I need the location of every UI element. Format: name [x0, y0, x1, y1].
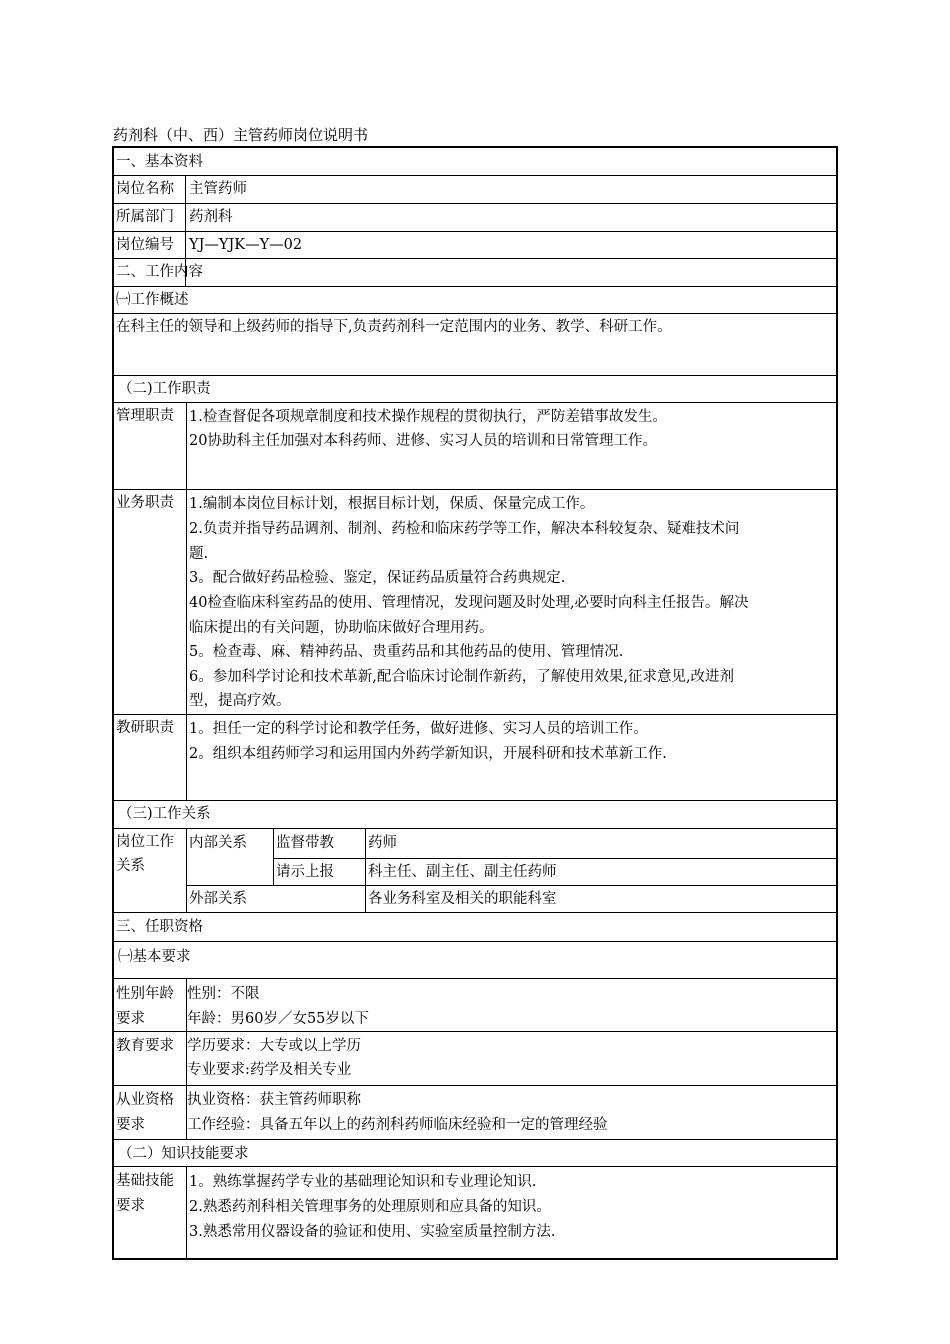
gender-requirement: 性别：不限 — [187, 986, 260, 1002]
position-name-label: 岗位名称 — [116, 181, 174, 197]
basic-skills-label: 要求 — [116, 1198, 145, 1214]
internal-relations-label: 内部关系 — [189, 835, 247, 851]
position-code-label: 岗位编号 — [116, 237, 174, 253]
work-relations-label: 岗位工作 — [116, 834, 174, 850]
gender-age-label: 要求 — [116, 1011, 145, 1027]
teaching-duties-item: 2。组织本组药师学习和运用国内外药学新知识，开展科研和技术革新工作. — [189, 746, 667, 762]
report-label: 请示上报 — [276, 864, 334, 880]
business-duties-item: 5。检查毒、麻、精神药品、贵重药品和其他药品的使用、管理情况. — [189, 644, 624, 660]
business-duties-item: 3。配合做好药品检验、鉴定，保证药品质量符合药典规定. — [189, 570, 566, 586]
work-overview-text: 在科主任的领导和上级药师的指导下,负责药剂科一定范围内的业务、教学、科研工作。 — [116, 319, 672, 335]
gender-age-label: 性别年龄 — [116, 986, 174, 1002]
report-value: 科主任、副主任、副主任药师 — [368, 864, 557, 880]
position-name-value: 主管药师 — [189, 181, 247, 197]
business-duties-item: 2.负责并指导药品调剂、制剂、药检和临床药学等工作，解决本科较复杂、疑难技术问 — [189, 521, 740, 537]
qualification-label: 要求 — [116, 1117, 145, 1133]
business-duties-item: 40检查临床科室药品的使用、管理情况，发现问题及时处理,必要时向科主任报告。解决 — [189, 595, 749, 611]
work-experience: 工作经验：具备五年以上的药剂科药师临床经验和一定的管理经验 — [187, 1117, 608, 1133]
basic-skills-item: 1。熟练掌握药学专业的基础理论知识和专业理论知识. — [189, 1174, 537, 1190]
section-qualifications-heading: 三、任职资格 — [116, 919, 203, 935]
business-duties-item: 临床提出的有关问题，协助临床做好合理用药。 — [189, 620, 494, 636]
basic-skills-item: 3.熟悉常用仪器设备的验证和使用、实验室质量控制方法. — [189, 1224, 556, 1240]
management-duties-item: 20协助科主任加强对本科药师、进修、实习人员的培训和日常管理工作。 — [189, 433, 657, 449]
external-relations-value: 各业务科室及相关的职能科室 — [368, 891, 557, 907]
supervise-label: 监督带教 — [276, 835, 334, 851]
supervise-value: 药师 — [368, 835, 397, 851]
teaching-duties-item: 1。担任一定的科学讨论和教学任务，做好进修、实习人员的培训工作。 — [189, 721, 648, 737]
business-duties-item: 1.编制本岗位目标计划，根据目标计划，保质、保量完成工作。 — [189, 496, 595, 512]
business-duties-label: 业务职责 — [116, 495, 174, 511]
department-label: 所属部门 — [116, 209, 174, 225]
section-work-content-heading: 二、工作内容 — [116, 264, 203, 280]
business-duties-item: 题. — [189, 546, 209, 562]
management-duties-label: 管理职责 — [116, 408, 174, 424]
education-major: 专业要求:药学及相关专业 — [187, 1062, 352, 1078]
business-duties-item: 型，提高疗效。 — [189, 693, 291, 709]
work-relations-heading: （三)工作关系 — [118, 806, 211, 822]
management-duties-item: 1.检查督促各项规章制度和技术操作规程的贯彻执行，严防差错事故发生。 — [189, 409, 667, 425]
document-title: 药剂科（中、西）主管药师岗位说明书 — [113, 126, 369, 144]
business-duties-item: 6。参加科学讨论和技术革新,配合临床讨论制作新药，了解使用效果,征求意见,改进剂 — [189, 669, 735, 685]
education-label: 教育要求 — [116, 1038, 174, 1054]
age-requirement: 年龄：男60岁／女55岁以下 — [187, 1011, 369, 1027]
teaching-duties-label: 教研职责 — [116, 720, 174, 736]
work-duties-heading: （二)工作职责 — [118, 381, 211, 397]
work-overview-heading: ㈠工作概述 — [116, 292, 189, 308]
work-relations-label: 关系 — [116, 858, 145, 874]
education-degree: 学历要求：大专或以上学历 — [187, 1038, 361, 1054]
basic-skills-item: 2.熟悉药剂科相关管理事务的处理原则和应具备的知识。 — [189, 1199, 551, 1215]
external-relations-label: 外部关系 — [189, 891, 247, 907]
qualification-label: 从业资格 — [116, 1092, 174, 1108]
basic-requirements-heading: ㈠基本要求 — [118, 949, 191, 965]
department-value: 药剂科 — [189, 209, 233, 225]
section-basic-info-heading: 一、基本资料 — [116, 154, 203, 170]
job-description-table — [112, 146, 838, 1260]
position-code-value: YJ—YJK—Y—02 — [189, 237, 303, 253]
practice-qualification: 执业资格：获主管药师职称 — [187, 1092, 361, 1108]
skills-requirements-heading: （二）知识技能要求 — [118, 1146, 249, 1162]
basic-skills-label: 基础技能 — [116, 1173, 174, 1189]
